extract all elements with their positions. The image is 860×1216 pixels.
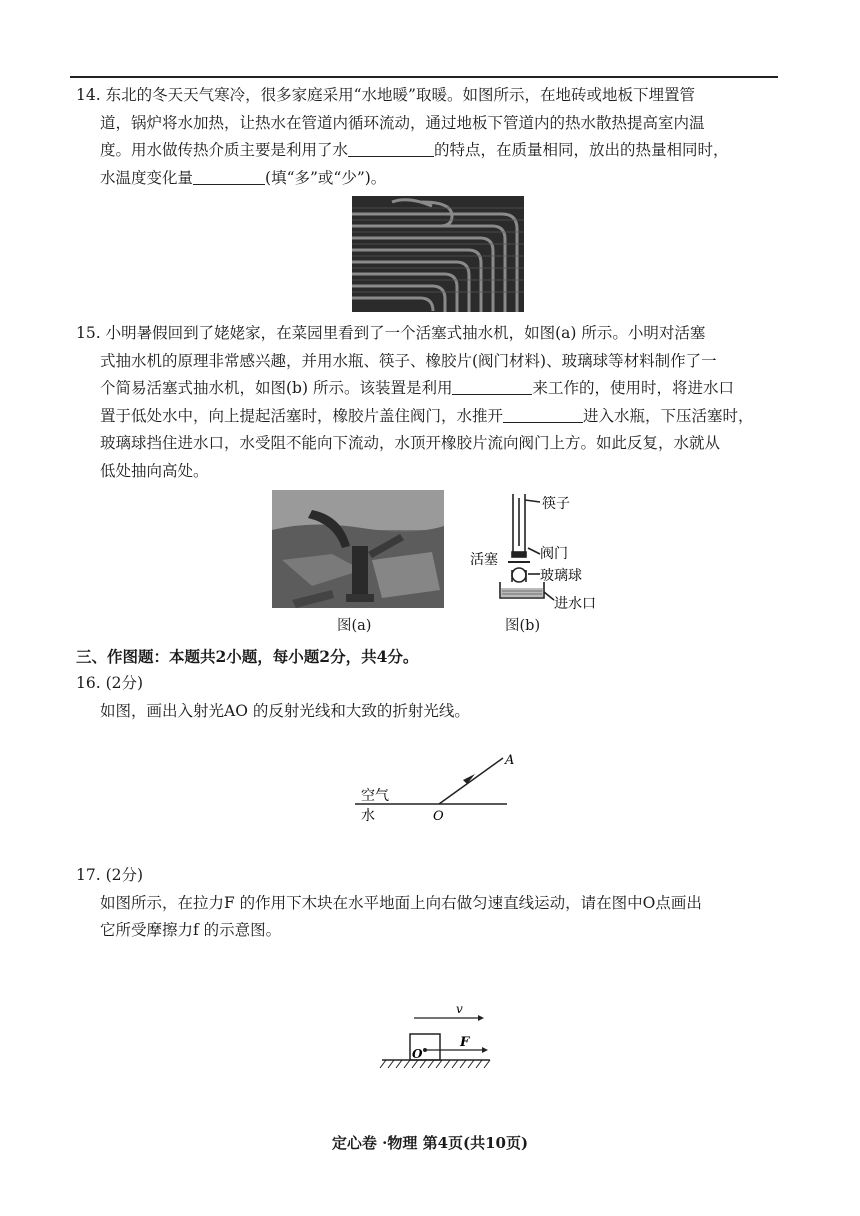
q15-line4-end: 进入水瓶，下压活塞时，: [583, 406, 754, 425]
q15-line4-start: 置于低处水中，向上提起活塞时，橡胶片盖住阀门，水推开: [100, 406, 504, 425]
velocity-label: v: [456, 1002, 463, 1016]
q15-line3-end: 来工作的，使用时，将进水口: [532, 379, 734, 397]
q15-answer-blank-2[interactable]: [503, 406, 583, 423]
q14-line4-start: 水温度变化量: [100, 168, 194, 187]
q15-line5: 玻璃球挡住进水口，水受阻不能向下流动，水顶开橡胶片流向阀门上方。如此反复，水就从: [100, 434, 721, 452]
label-chopsticks: 筷子: [542, 496, 570, 512]
q17-line2: 它所受摩擦力f 的示意图。: [100, 921, 282, 939]
caption-figure-a: 图(a): [337, 618, 372, 634]
question-14: [76, 82, 778, 192]
q14-line4: [76, 165, 778, 193]
homemade-pump-diagram: [470, 488, 620, 612]
point-O-label: O: [433, 809, 444, 824]
q15-line3-start: 个简易活塞式抽水机，如图(b) 所示。该装置是利用: [100, 379, 453, 397]
water-label: 水: [361, 808, 375, 824]
q15-line1: 小明暑假回到了姥姥家，在菜园里看到了一个活塞式抽水机，如图(a) 所示。小明对活塞: [105, 324, 706, 342]
top-rule: [70, 76, 778, 78]
reflection-diagram: [355, 748, 515, 830]
q17-header: 17. (2分): [76, 866, 144, 884]
page-footer: 定心卷 ·物理 第4页(共10页): [331, 1134, 529, 1152]
q14-number: 14.: [76, 86, 101, 104]
question-15: [76, 320, 778, 485]
air-label: 空气: [361, 788, 389, 804]
block-force-diagram: [378, 1000, 494, 1080]
q16-text: 如图，画出入射光AO 的反射光线和大致的折射光线。: [100, 701, 470, 720]
q15-line4: [76, 403, 778, 431]
q14-answer-blank-2[interactable]: [193, 168, 265, 185]
q14-line2: 道，锅炉将水加热，让热水在管道内循环流动，通过地板下管道内的热水散热提高室内温: [100, 113, 705, 132]
floor-heating-pipes-image: [352, 196, 524, 312]
q14-line3-end: 的特点，在质量相同，放出的热量相同时，: [434, 141, 729, 159]
caption-figure-b: 图(b): [505, 618, 541, 634]
hand-pump-photo: [272, 490, 444, 608]
point-A-label: A: [505, 753, 515, 768]
q16-header: 16. (2分): [76, 674, 144, 692]
question-16: [76, 670, 778, 725]
q14-line1: 东北的冬天天气寒冷，很多家庭采用“水地暖”取暖。如图所示，在地砖或地板下埋置管: [105, 86, 695, 104]
q15-number: 15.: [76, 324, 101, 342]
q14-answer-blank-1[interactable]: [348, 140, 434, 157]
force-F-label: F: [460, 1035, 470, 1050]
q15-line6: 低处抽向高处。: [100, 461, 209, 480]
q14-line4-end: (填“多”或“少”)。: [265, 168, 387, 187]
q15-answer-blank-1[interactable]: [452, 378, 532, 395]
label-water-inlet: 进水口: [554, 596, 596, 612]
label-piston: 活塞: [470, 552, 498, 568]
q15-line2: 式抽水机的原理非常感兴趣，并用水瓶、筷子、橡胶片(阀门材料)、玻璃球等材料制作了一: [100, 351, 717, 370]
q15-line3: [76, 375, 778, 403]
point-O-label-17: O: [412, 1047, 423, 1061]
label-valve: 阀门: [540, 546, 568, 562]
q14-line3-start: 度。用水做传热介质主要是利用了水: [100, 141, 349, 159]
question-17: [76, 862, 778, 945]
q17-line1: 如图所示，在拉力F 的作用下木块在水平地面上向右做匀速直线运动，请在图中O点画出: [100, 893, 702, 912]
q14-line3: [76, 137, 778, 165]
section-3-heading: 三、作图题：本题共2小题，每小题2分，共4分。: [76, 647, 419, 666]
label-glass-ball: 玻璃球: [540, 568, 582, 584]
